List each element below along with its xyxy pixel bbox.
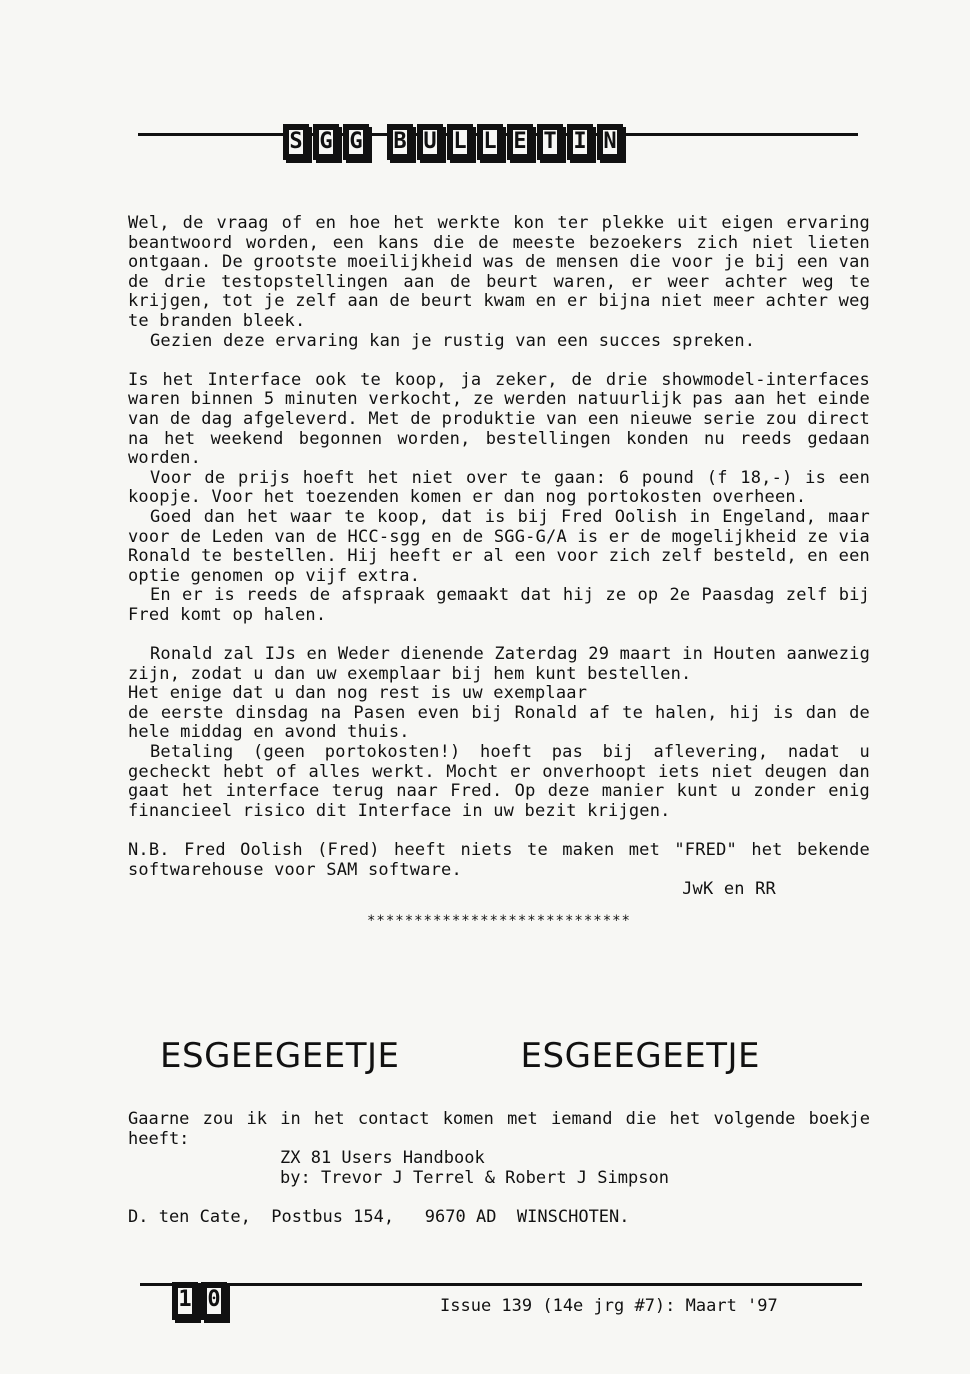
ad-intro: Gaarne zou ik in het contact komen met iemand die het volgende boekje heeft: <box>128 1109 870 1149</box>
page-digit-2: 0 <box>201 1282 227 1320</box>
page-digit-1: 1 <box>172 1282 198 1320</box>
page-number <box>172 1282 230 1320</box>
paragraph-10: Betaling (geen portokosten!) hoeft pas bij aflevering, nadat u gecheckt hebt of alles werkt. Mocht er onverhoopt iets niet deugen dan gaat het interface terug naar Fred. Op deze manier kunt u zonder enig financieel risico dit Interface in uw bezit krijgen. <box>128 742 870 821</box>
esgeegeetje-title-left: ESGEEGEETJE <box>160 1036 400 1076</box>
banner-letter-u: U <box>417 124 443 160</box>
esgeegeetje-heading <box>160 1036 760 1076</box>
footer-rule <box>140 1283 862 1286</box>
paragraph-8: Het enige dat u dan nog rest is uw exemplaar <box>128 683 588 704</box>
esgeegeetje-title-right: ESGEEGEETJE <box>520 1036 760 1076</box>
banner-letter-g1: G <box>313 124 339 160</box>
banner-letter-g2: G <box>343 124 369 160</box>
paragraph-3: Is het Interface ook te koop, ja zeker, de drie showmodel-interfaces waren binnen 5 minuten verkocht, ze werden natuurlijk pas aan het einde van de dag afgeleverd. Met de produktie van een nieuwe serie zou direct na het weekend begonnen worden, bestellingen konden nu reeds gedaan worden. <box>128 369 870 469</box>
banner-letter-e: E <box>507 124 533 160</box>
paragraph-11: N.B. Fred Oolish (Fred) heeft niets te maken met "FRED" het bekende softwarehouse voor SAM software. <box>128 840 870 880</box>
paragraph-4: Voor de prijs hoeft het niet over te gaan: 6 pound (f 18,-) is een koopje. Voor het toezenden komen er dan nog portokosten overheen. <box>128 467 870 508</box>
banner-letter-l1: L <box>447 124 473 160</box>
paragraph-7: Ronald zal IJs en Weder dienende Zaterdag 29 maart in Houten aanwezig zijn, zodat u dan uw exemplaar bij hem kunt bestellen. <box>128 644 871 684</box>
paragraph-6: En er is reeds de afspraak gemaakt dat hij ze op 2e Paasdag zelf bij Fred komt op halen. <box>128 585 870 625</box>
ad-book-authors: by: Trevor J Terrel & Robert J Simpson <box>280 1167 669 1188</box>
ad-address: D. ten Cate, Postbus 154, 9670 AD WINSCHOTEN. <box>128 1206 630 1227</box>
issue-line: Issue 139 (14e jrg #7): Maart '97 <box>440 1296 778 1316</box>
banner-letter-b: B <box>387 124 413 160</box>
article-body <box>128 214 870 931</box>
banner-letter-n: N <box>597 124 623 160</box>
sgg-bulletin-banner <box>283 124 627 160</box>
paragraph-9: de eerste dinsdag na Pasen even bij Ronald af te halen, hij is dan de hele middag en avond thuis. <box>128 702 870 743</box>
paragraph-2: Gezien deze ervaring kan je rustig van een succes spreken. <box>150 330 756 351</box>
banner-letter-s: S <box>283 124 309 160</box>
banner-letter-i: I <box>567 124 593 160</box>
separator-stars: **************************** <box>366 912 631 929</box>
signature: JwK en RR <box>682 879 776 900</box>
banner-letter-l2: L <box>477 124 503 160</box>
paragraph-5: Goed dan het waar te koop, dat is bij Fred Oolish in Engeland, maar voor de Leden van de HCC-sgg en de SGG-G/A is er de mogelijkheid ze via Ronald te bestellen. Hij heeft er al een voor zich zelf besteld, en een optie genomen op vijf extra. <box>128 506 870 586</box>
esgeegeetje-ad <box>128 1110 870 1228</box>
banner-letter-t: T <box>537 124 563 160</box>
paragraph-1: Wel, de vraag of en hoe het werkte kon ter plekke uit eigen ervaring beantwoord worden, een kans die de meeste bezoekers zich niet lieten ontgaan. De grootste moeilijkheid was de mensen die voor je bij een van de drie testopstellingen aan de beurt waren, er weer achter weg te krijgen, tot je zelf aan de beurt kwam en er bijna niet meer achter weg te branden bleek. <box>128 213 870 331</box>
ad-book-title: ZX 81 Users Handbook <box>280 1148 485 1169</box>
